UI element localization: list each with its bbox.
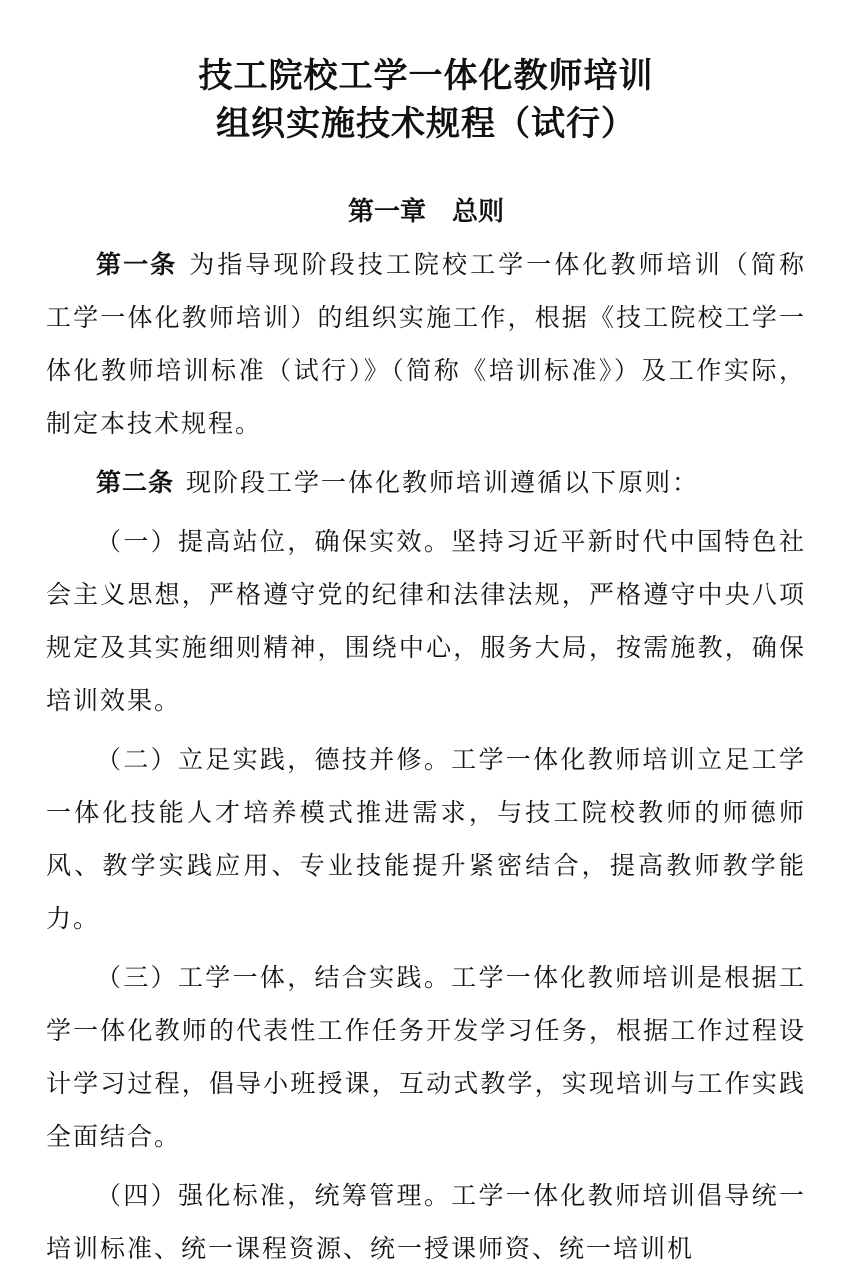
article-2-label: 第二条 (96, 468, 175, 497)
document-title-line-2: 组织实施技术规程（试行） (216, 104, 636, 144)
article-2-text: 现阶段工学一体化教师培训遵循以下原则： (186, 468, 700, 497)
chapter-heading: 第一章 总则 (347, 197, 504, 227)
principle-2-paragraph: （二）立足实践，德技并修。工学一体化教师培训立足工学一体化技能人才培养模式推进需求，与技工院校教师的师德师风、教学实践应用、专业技能提升紧密结合，提高教师教学能力。 (46, 745, 806, 933)
article-2-paragraph (46, 456, 806, 509)
article-1-label: 第一条 (96, 250, 178, 279)
article-1-text: 为指导现阶段技工院校工学一体化教师培训（简称工学一体化教师培训）的组织实施工作，根据《技工院校工学一体化教师培训标准（试行）》（简称《培训标准》）及工作实际，制定本技术规程。 (46, 250, 806, 438)
article-1-paragraph (46, 238, 806, 450)
principle-1-paragraph: （一）提高站位，确保实效。坚持习近平新时代中国特色社会主义思想，严格遵守党的纪律和法律法规，严格遵守中央八项规定及其实施细则精神，围绕中心，服务大局，按需施教，确保培训效果。 (46, 527, 806, 715)
principle-4-paragraph: （四）强化标准，统筹管理。工学一体化教师培训倡导统一培训标准、统一课程资源、统一授课师资、统一培训机 (46, 1181, 806, 1263)
document-title-line-1: 技工院校工学一体化教师培训 (198, 56, 654, 96)
principle-3-paragraph: （三）工学一体，结合实践。工学一体化教师培训是根据工学一体化教师的代表性工作任务开发学习任务，根据工作过程设计学习过程，倡导小班授课，互动式教学，实现培训与工作实践全面结合。 (46, 963, 806, 1151)
document-title (46, 0, 806, 148)
